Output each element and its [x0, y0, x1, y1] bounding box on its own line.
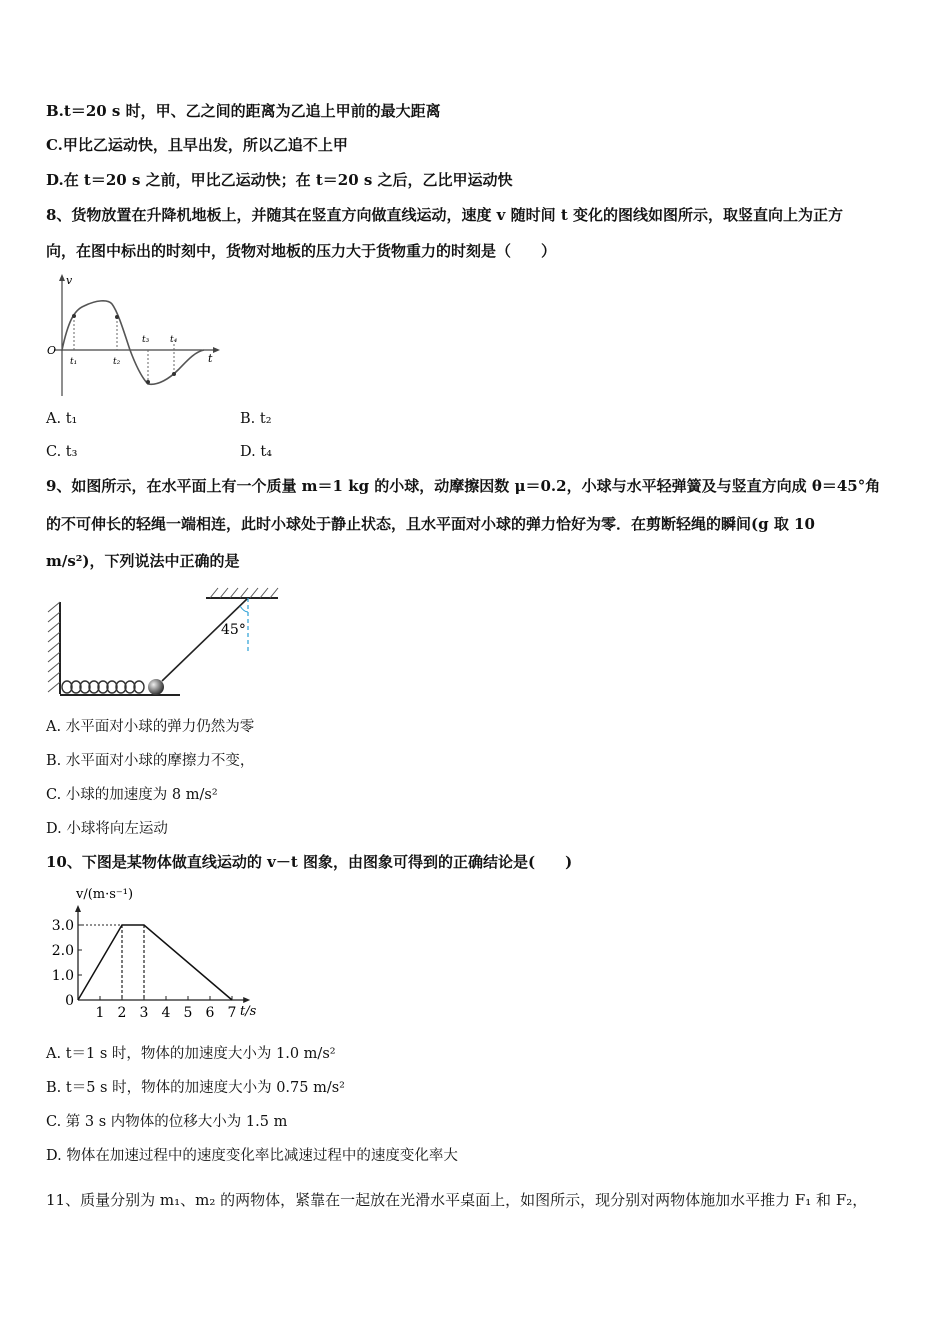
q10-y-tick-label: 0 — [65, 993, 74, 1009]
q10-y-tick-label: 3.0 — [51, 918, 74, 934]
q8-t2-label: t₂ — [113, 357, 121, 367]
q9-angle-label: 45° — [221, 622, 246, 638]
q10-option-b: B. t＝5 s 时，物体的加速度大小为 0.75 m/s² — [46, 1080, 345, 1096]
q8-t1-label: t₁ — [70, 357, 78, 367]
q8-option-d: D. t₄ — [240, 444, 272, 460]
q9-option-a: A. 水平面对小球的弹力仍然为零 — [46, 719, 255, 735]
q7-option-c: C.甲比乙运动快，且早出发，所以乙追不上甲 — [46, 136, 348, 154]
q10-y-arrow — [75, 905, 81, 912]
q9-option-b: B. 水平面对小球的摩擦力不变， — [46, 753, 255, 769]
q10-y-tick-label: 1.0 — [51, 968, 74, 984]
q8-origin-label: O — [47, 344, 57, 357]
q10-x-arrow — [243, 997, 250, 1003]
q10-x-tick-label: 4 — [161, 1005, 171, 1021]
q10-stem: 10、下图是某物体做直线运动的 v－t 图象，由图象可得到的正确结论是( ) — [46, 853, 573, 871]
q8-t3-label: t₃ — [142, 335, 150, 345]
q9-option-d: D. 小球将向左运动 — [46, 821, 168, 837]
rope — [162, 598, 248, 681]
q8-option-b: B. t₂ — [240, 411, 272, 427]
q8-t4-label: t₄ — [170, 335, 178, 345]
q10-option-c: C. 第 3 s 内物体的位移大小为 1.5 m — [46, 1114, 288, 1130]
spring — [62, 681, 144, 693]
q10-y-tick-label: 2.0 — [51, 943, 74, 959]
q10-x-tick-label: 3 — [139, 1005, 149, 1021]
q9-spring-ball-diagram — [44, 586, 284, 702]
q8-velocity-curve — [62, 301, 204, 385]
q9-stem-line2: 的不可伸长的轻绳一端相连，此时小球处于静止状态，且水平面对小球的弹力恰好为零．在剪断轻绳的瞬间(g 取 10 — [46, 515, 815, 533]
q11-stem: 11、质量分别为 m₁、m₂ 的两物体，紧靠在一起放在光滑水平桌面上，如图所示，现分别对两物体施加水平推力 F₁ 和 F₂， — [46, 1191, 868, 1209]
q8-t-label: t — [208, 352, 213, 365]
q10-velocity-line — [78, 925, 232, 1000]
q10-vt-chart — [44, 882, 274, 1022]
q10-option-d: D. 物体在加速过程中的速度变化率比减速过程中的速度变化率大 — [46, 1148, 458, 1164]
q10-x-tick-label: 5 — [183, 1005, 193, 1021]
q7-option-b: B.t＝20 s 时，甲、乙之间的距离为乙追上甲前的最大距离 — [46, 102, 441, 120]
q10-option-a: A. t＝1 s 时，物体的加速度大小为 1.0 m/s² — [46, 1046, 336, 1062]
q8-option-a: A. t₁ — [46, 411, 78, 427]
q10-x-tick-label: 6 — [205, 1005, 215, 1021]
q7-option-d: D.在 t＝20 s 之前，甲比乙运动快；在 t＝20 s 之后，乙比甲运动快 — [46, 171, 513, 189]
q10-ylabel: v/(m·s⁻¹) — [76, 887, 134, 902]
q8-v-label: v — [66, 274, 73, 287]
q10-x-tick-label: 2 — [117, 1005, 127, 1021]
q9-stem-line3: m/s²)，下列说法中正确的是 — [46, 552, 240, 570]
q8-stem-line1: 8、货物放置在升降机地板上，并随其在竖直方向做直线运动，速度 v 随时间 t 变化的图线如图所示，取竖直向上为正方 — [46, 206, 843, 224]
q8-option-c: C. t₃ — [46, 444, 78, 460]
q9-stem-line1: 9、如图所示，在水平面上有一个质量 m＝1 kg 的小球，动摩擦因数 μ＝0.2，小球与水平轻弹簧及与竖直方向成 θ＝45°角 — [46, 477, 881, 495]
q10-x-tick-label: 7 — [227, 1005, 237, 1021]
q10-xlabel: t/s — [240, 1004, 257, 1019]
q10-x-tick-label: 1 — [95, 1005, 105, 1021]
q8-stem-line2: 向，在图中标出的时刻中，货物对地板的压力大于货物重力的时刻是（ ） — [46, 242, 557, 260]
q9-option-c: C. 小球的加速度为 8 m/s² — [46, 787, 218, 803]
ball — [148, 679, 164, 695]
q8-vt-graph — [44, 272, 224, 400]
